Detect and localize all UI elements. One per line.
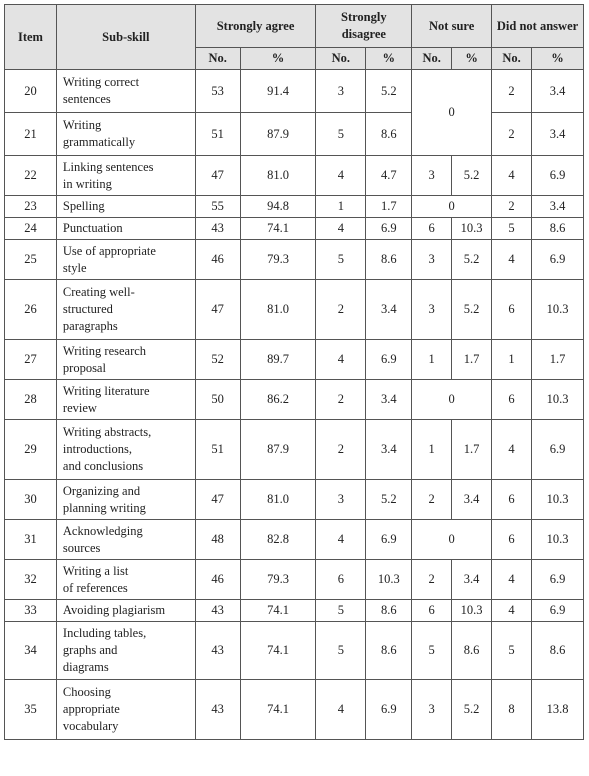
sub-skill-line: sentences: [62, 92, 111, 106]
sub-skill-line: and conclusions: [62, 459, 144, 473]
did-not-answer-percent: 10.3: [532, 520, 584, 560]
strongly-agree-no: 48: [195, 520, 240, 560]
did-not-answer-no: 6: [492, 480, 532, 520]
strongly-disagree-percent: 6.9: [366, 520, 412, 560]
did-not-answer-no: 4: [492, 156, 532, 196]
did-not-answer-no: 8: [492, 680, 532, 740]
did-not-answer-percent: 6.9: [532, 156, 584, 196]
strongly-agree-no: 43: [195, 680, 240, 740]
strongly-agree-no: 51: [195, 113, 240, 156]
did-not-answer-no: 6: [492, 380, 532, 420]
sub-skill-cell: [56, 520, 195, 560]
not-sure-merged: 0: [412, 196, 492, 218]
strongly-agree-percent: 79.3: [240, 560, 316, 600]
item-cell: 20: [5, 70, 57, 113]
did-not-answer-percent: 8.6: [532, 218, 584, 240]
strongly-disagree-no: 4: [316, 680, 366, 740]
not-sure-no: 3: [412, 280, 452, 340]
survey-table: [4, 4, 584, 740]
strongly-agree-percent: 81.0: [240, 280, 316, 340]
did-not-answer-percent: 10.3: [532, 280, 584, 340]
did-not-answer-percent: 10.3: [532, 480, 584, 520]
strongly-disagree-percent: 8.6: [366, 113, 412, 156]
not-sure-percent: 5.2: [452, 680, 492, 740]
sub-skill-line: review: [62, 400, 97, 415]
strongly-agree-percent: 74.1: [240, 600, 316, 622]
strongly-agree-no: 47: [195, 280, 240, 340]
sub-skill-line: diagrams: [62, 660, 109, 674]
strongly-agree-no: 43: [195, 218, 240, 240]
not-sure-percent: 1.7: [452, 420, 492, 480]
strongly-disagree-no: 5: [316, 113, 366, 156]
sub-skill-line: vocabulary: [62, 719, 119, 733]
sub-skill-line: planning writing: [62, 500, 146, 515]
sub-skill-line: sources: [62, 540, 101, 555]
table-row: [5, 196, 584, 218]
did-not-answer-no: 4: [492, 240, 532, 280]
not-sure-percent: 3.4: [452, 560, 492, 600]
table-row: [5, 70, 584, 113]
sub-skill-line: Spelling: [62, 199, 105, 213]
strongly-disagree-no: 5: [316, 600, 366, 622]
not-sure-percent: 10.3: [452, 600, 492, 622]
strongly-disagree-percent: 4.7: [366, 156, 412, 196]
table-row: [5, 520, 584, 560]
sub-skill-cell: [56, 196, 195, 218]
strongly-disagree-no: 4: [316, 340, 366, 380]
not-sure-percent: 8.6: [452, 622, 492, 680]
strongly-agree-percent: 74.1: [240, 622, 316, 680]
strongly-agree-percent: 86.2: [240, 380, 316, 420]
strongly-agree-percent: 91.4: [240, 70, 316, 113]
table-body: [5, 70, 584, 740]
not-sure-no: 5: [412, 622, 452, 680]
table-header: [5, 5, 584, 70]
header-strongly-agree: Strongly agree: [195, 5, 316, 48]
table-row: [5, 622, 584, 680]
strongly-agree-percent: 79.3: [240, 240, 316, 280]
sub-skill-line: Writing a list: [62, 563, 129, 578]
table-row: [5, 240, 584, 280]
strongly-agree-percent: 87.9: [240, 420, 316, 480]
strongly-disagree-percent: 8.6: [366, 600, 412, 622]
did-not-answer-percent: 3.4: [532, 70, 584, 113]
sub-skill-line: Avoiding plagiarism: [62, 603, 166, 617]
strongly-disagree-no: 5: [316, 622, 366, 680]
sub-skill-cell: [56, 420, 195, 480]
strongly-disagree-percent: 10.3: [366, 560, 412, 600]
strongly-disagree-no: 2: [316, 280, 366, 340]
item-cell: 33: [5, 600, 57, 622]
strongly-disagree-no: 4: [316, 520, 366, 560]
item-cell: 32: [5, 560, 57, 600]
not-sure-percent: 5.2: [452, 280, 492, 340]
strongly-disagree-no: 4: [316, 218, 366, 240]
header-sub-skill: Sub-skill: [56, 5, 195, 70]
sub-skill-cell: [56, 240, 195, 280]
not-sure-percent: 3.4: [452, 480, 492, 520]
not-sure-merged: 0: [412, 380, 492, 420]
strongly-disagree-no: 2: [316, 380, 366, 420]
sub-skill-cell: [56, 560, 195, 600]
strongly-agree-percent: 74.1: [240, 218, 316, 240]
strongly-agree-no: 46: [195, 560, 240, 600]
strongly-disagree-percent: 5.2: [366, 70, 412, 113]
header-percent: %: [532, 48, 584, 70]
sub-skill-line: Writing literature: [62, 383, 150, 398]
did-not-answer-percent: 3.4: [532, 113, 584, 156]
sub-skill-cell: [56, 280, 195, 340]
did-not-answer-percent: 6.9: [532, 240, 584, 280]
header-percent: %: [240, 48, 316, 70]
header-item: Item: [5, 5, 57, 70]
strongly-agree-percent: 89.7: [240, 340, 316, 380]
strongly-disagree-no: 2: [316, 420, 366, 480]
strongly-disagree-no: 4: [316, 156, 366, 196]
header-strongly-disagree: Strongly disagree: [316, 5, 412, 48]
sub-skill-line: Acknowledging: [62, 523, 143, 538]
strongly-disagree-no: 1: [316, 196, 366, 218]
not-sure-no: 6: [412, 218, 452, 240]
header-no: No.: [412, 48, 452, 70]
did-not-answer-no: 4: [492, 420, 532, 480]
not-sure-merged: 0: [412, 70, 492, 156]
strongly-disagree-no: 6: [316, 560, 366, 600]
sub-skill-line: proposal: [62, 360, 106, 375]
item-cell: 34: [5, 622, 57, 680]
not-sure-merged: 0: [412, 520, 492, 560]
item-cell: 24: [5, 218, 57, 240]
strongly-agree-percent: 87.9: [240, 113, 316, 156]
not-sure-no: 3: [412, 240, 452, 280]
sub-skill-line: grammatically: [62, 135, 136, 149]
table-row: [5, 600, 584, 622]
strongly-agree-percent: 81.0: [240, 156, 316, 196]
sub-skill-line: structured: [62, 302, 113, 316]
not-sure-percent: 1.7: [452, 340, 492, 380]
sub-skill-cell: [56, 622, 195, 680]
table-row: [5, 156, 584, 196]
strongly-disagree-percent: 8.6: [366, 240, 412, 280]
strongly-agree-no: 55: [195, 196, 240, 218]
table-row: [5, 480, 584, 520]
strongly-disagree-percent: 8.6: [366, 622, 412, 680]
sub-skill-line: paragraphs: [62, 319, 118, 333]
item-cell: 35: [5, 680, 57, 740]
strongly-agree-percent: 81.0: [240, 480, 316, 520]
sub-skill-line: Creating well-: [62, 285, 135, 299]
strongly-disagree-no: 3: [316, 70, 366, 113]
table-row: [5, 560, 584, 600]
did-not-answer-percent: 6.9: [532, 560, 584, 600]
item-cell: 28: [5, 380, 57, 420]
did-not-answer-no: 2: [492, 70, 532, 113]
item-cell: 23: [5, 196, 57, 218]
table-row: [5, 380, 584, 420]
item-cell: 22: [5, 156, 57, 196]
sub-skill-line: style: [62, 260, 87, 275]
item-cell: 27: [5, 340, 57, 380]
item-cell: 26: [5, 280, 57, 340]
sub-skill-line: graphs and: [62, 643, 118, 657]
table-row: [5, 218, 584, 240]
item-cell: 25: [5, 240, 57, 280]
did-not-answer-percent: 1.7: [532, 340, 584, 380]
header-not-sure: Not sure: [412, 5, 492, 48]
strongly-disagree-percent: 3.4: [366, 280, 412, 340]
table-row: [5, 680, 584, 740]
sub-skill-line: in writing: [62, 176, 112, 191]
strongly-disagree-percent: 1.7: [366, 196, 412, 218]
sub-skill-line: Organizing and: [62, 483, 141, 498]
did-not-answer-no: 6: [492, 520, 532, 560]
sub-skill-line: Writing: [62, 118, 102, 132]
did-not-answer-no: 2: [492, 113, 532, 156]
header-did-not-answer: Did not answer: [492, 5, 584, 48]
not-sure-percent: 10.3: [452, 218, 492, 240]
sub-skill-line: Writing research: [62, 343, 147, 358]
did-not-answer-percent: 8.6: [532, 622, 584, 680]
sub-skill-line: Punctuation: [62, 221, 123, 235]
sub-skill-cell: [56, 218, 195, 240]
strongly-agree-no: 46: [195, 240, 240, 280]
strongly-agree-percent: 74.1: [240, 680, 316, 740]
not-sure-no: 2: [412, 480, 452, 520]
sub-skill-line: Writing abstracts,: [62, 425, 152, 439]
did-not-answer-percent: 6.9: [532, 420, 584, 480]
strongly-agree-no: 43: [195, 600, 240, 622]
not-sure-percent: 5.2: [452, 240, 492, 280]
strongly-agree-no: 43: [195, 622, 240, 680]
sub-skill-line: Choosing: [62, 685, 111, 699]
did-not-answer-no: 5: [492, 622, 532, 680]
strongly-agree-no: 47: [195, 156, 240, 196]
did-not-answer-no: 4: [492, 560, 532, 600]
strongly-agree-percent: 94.8: [240, 196, 316, 218]
strongly-disagree-percent: 3.4: [366, 380, 412, 420]
sub-skill-line: introductions,: [62, 442, 132, 456]
strongly-agree-no: 53: [195, 70, 240, 113]
sub-skill-line: appropriate: [62, 702, 120, 716]
sub-skill-cell: [56, 480, 195, 520]
sub-skill-cell: [56, 680, 195, 740]
did-not-answer-no: 5: [492, 218, 532, 240]
sub-skill-line: Linking sentences: [62, 159, 154, 174]
did-not-answer-no: 6: [492, 280, 532, 340]
did-not-answer-percent: 13.8: [532, 680, 584, 740]
strongly-agree-no: 51: [195, 420, 240, 480]
not-sure-no: 1: [412, 340, 452, 380]
table-row: [5, 420, 584, 480]
sub-skill-cell: [56, 380, 195, 420]
did-not-answer-percent: 6.9: [532, 600, 584, 622]
strongly-disagree-no: 5: [316, 240, 366, 280]
did-not-answer-percent: 3.4: [532, 196, 584, 218]
did-not-answer-percent: 10.3: [532, 380, 584, 420]
did-not-answer-no: 2: [492, 196, 532, 218]
sub-skill-cell: [56, 156, 195, 196]
header-no: No.: [316, 48, 366, 70]
sub-skill-cell: [56, 340, 195, 380]
table-row: [5, 340, 584, 380]
strongly-disagree-percent: 6.9: [366, 340, 412, 380]
strongly-agree-percent: 82.8: [240, 520, 316, 560]
item-cell: 29: [5, 420, 57, 480]
item-cell: 21: [5, 113, 57, 156]
table-row: [5, 113, 584, 156]
sub-skill-line: Use of appropriate: [62, 243, 156, 258]
sub-skill-line: Writing correct: [62, 75, 140, 89]
header-no: No.: [195, 48, 240, 70]
header-percent: %: [366, 48, 412, 70]
not-sure-no: 1: [412, 420, 452, 480]
item-cell: 31: [5, 520, 57, 560]
not-sure-no: 3: [412, 680, 452, 740]
not-sure-no: 3: [412, 156, 452, 196]
sub-skill-line: of references: [62, 580, 128, 595]
strongly-disagree-percent: 3.4: [366, 420, 412, 480]
not-sure-percent: 5.2: [452, 156, 492, 196]
header-no: No.: [492, 48, 532, 70]
table-row: [5, 280, 584, 340]
strongly-disagree-percent: 6.9: [366, 218, 412, 240]
item-cell: 30: [5, 480, 57, 520]
not-sure-no: 6: [412, 600, 452, 622]
sub-skill-cell: [56, 70, 195, 113]
not-sure-no: 2: [412, 560, 452, 600]
header-percent: %: [452, 48, 492, 70]
strongly-disagree-no: 3: [316, 480, 366, 520]
sub-skill-line: Including tables,: [62, 626, 147, 640]
strongly-agree-no: 50: [195, 380, 240, 420]
strongly-disagree-percent: 5.2: [366, 480, 412, 520]
strongly-disagree-percent: 6.9: [366, 680, 412, 740]
did-not-answer-no: 4: [492, 600, 532, 622]
sub-skill-cell: [56, 113, 195, 156]
sub-skill-cell: [56, 600, 195, 622]
strongly-agree-no: 47: [195, 480, 240, 520]
did-not-answer-no: 1: [492, 340, 532, 380]
strongly-agree-no: 52: [195, 340, 240, 380]
